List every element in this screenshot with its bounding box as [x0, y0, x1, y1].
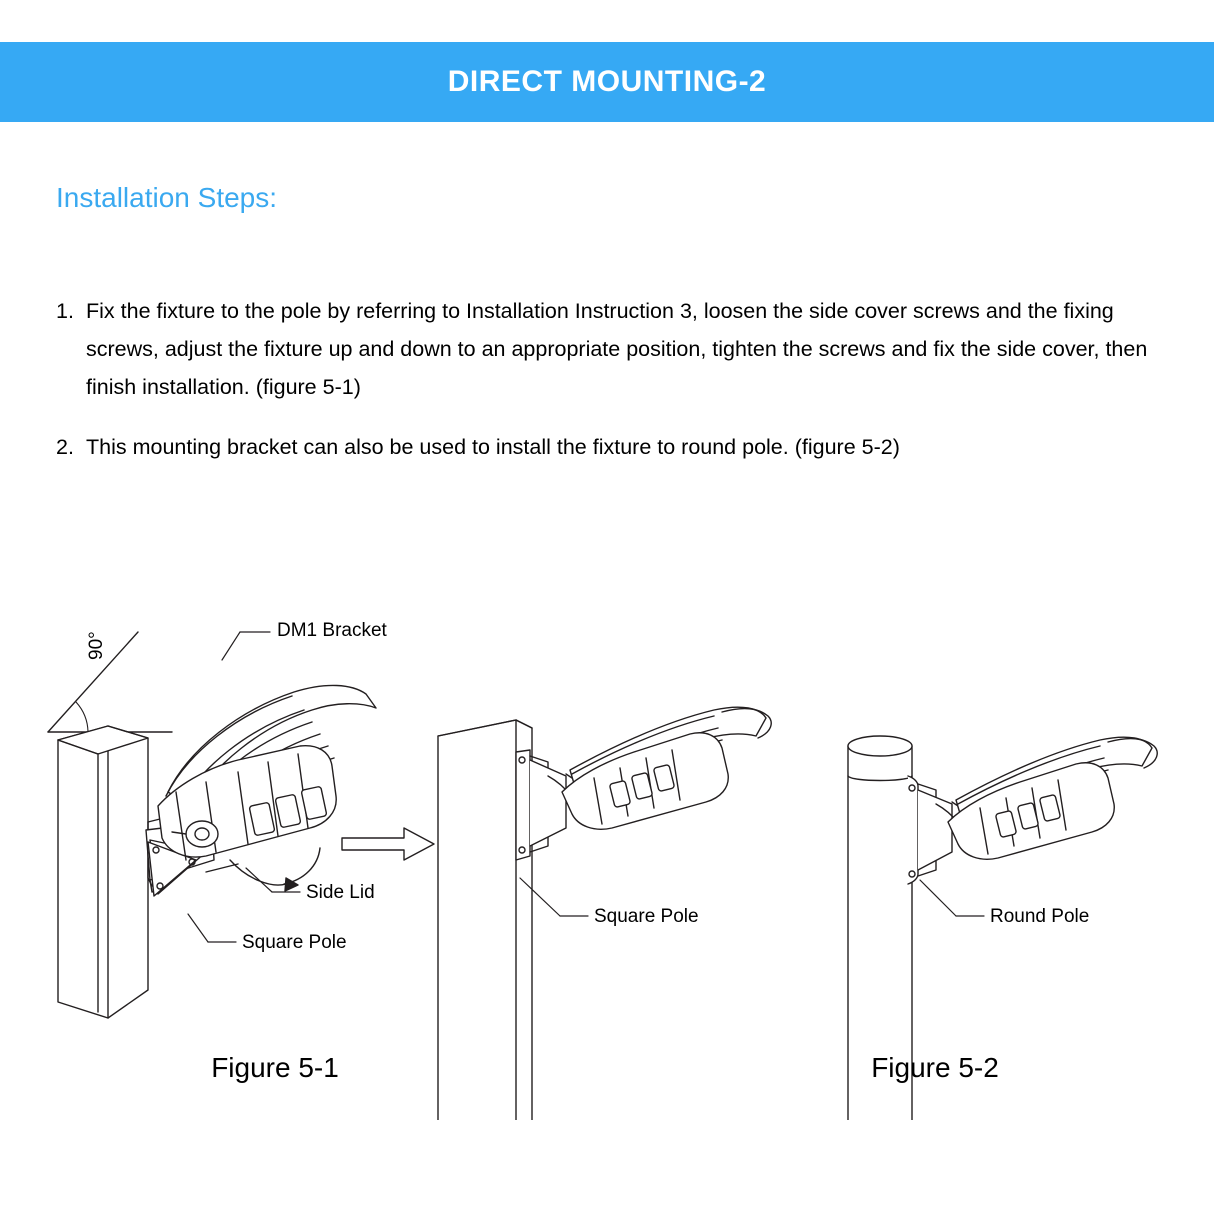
square-pole-left [58, 726, 148, 1018]
step-number: 1. [56, 299, 74, 323]
fixture-left [158, 685, 376, 860]
angle-indicator [48, 632, 172, 732]
label-round-pole: Round Pole [990, 906, 1090, 927]
header-bar [0, 42, 1214, 122]
label-angle [86, 631, 108, 660]
step-item [56, 428, 1176, 466]
step-number: 2. [56, 435, 74, 459]
leader-lines-right [920, 880, 984, 916]
page-title: DIRECT MOUNTING-2 [447, 65, 767, 98]
figures-area [0, 560, 1214, 1120]
installation-diagram [0, 560, 1214, 1120]
figure-caption-left: Figure 5-1 [211, 1052, 339, 1083]
label-square-pole-left: Square Pole [242, 932, 347, 953]
step-text: Fix the fixture to the pole by referring to Installation Instruction 3, loosen the side cover screws and the fixing screws, adjust the fixture up and down to an appropriate position, tighten the screws and fix the side cover, then finish installation. (figure 5-1) [86, 299, 1148, 399]
label-side-lid: Side Lid [306, 882, 375, 903]
label-square-pole-middle: Square Pole [594, 906, 699, 927]
fixture-right [948, 737, 1157, 859]
step-text: This mounting bracket can also be used to install the fixture to round pole. (figure 5-2) [86, 435, 900, 459]
section-title: Installation Steps: [56, 182, 278, 213]
leader-lines-middle [520, 878, 588, 916]
label-dm1-bracket: DM1 Bracket [277, 620, 387, 641]
angle-value: 90 [86, 638, 107, 660]
step-item [56, 292, 1176, 406]
figure-caption-right: Figure 5-2 [871, 1052, 999, 1083]
transition-arrow [342, 828, 434, 860]
fixture-middle [562, 707, 771, 829]
installation-steps [56, 292, 1176, 488]
degree-symbol: ° [86, 631, 107, 639]
